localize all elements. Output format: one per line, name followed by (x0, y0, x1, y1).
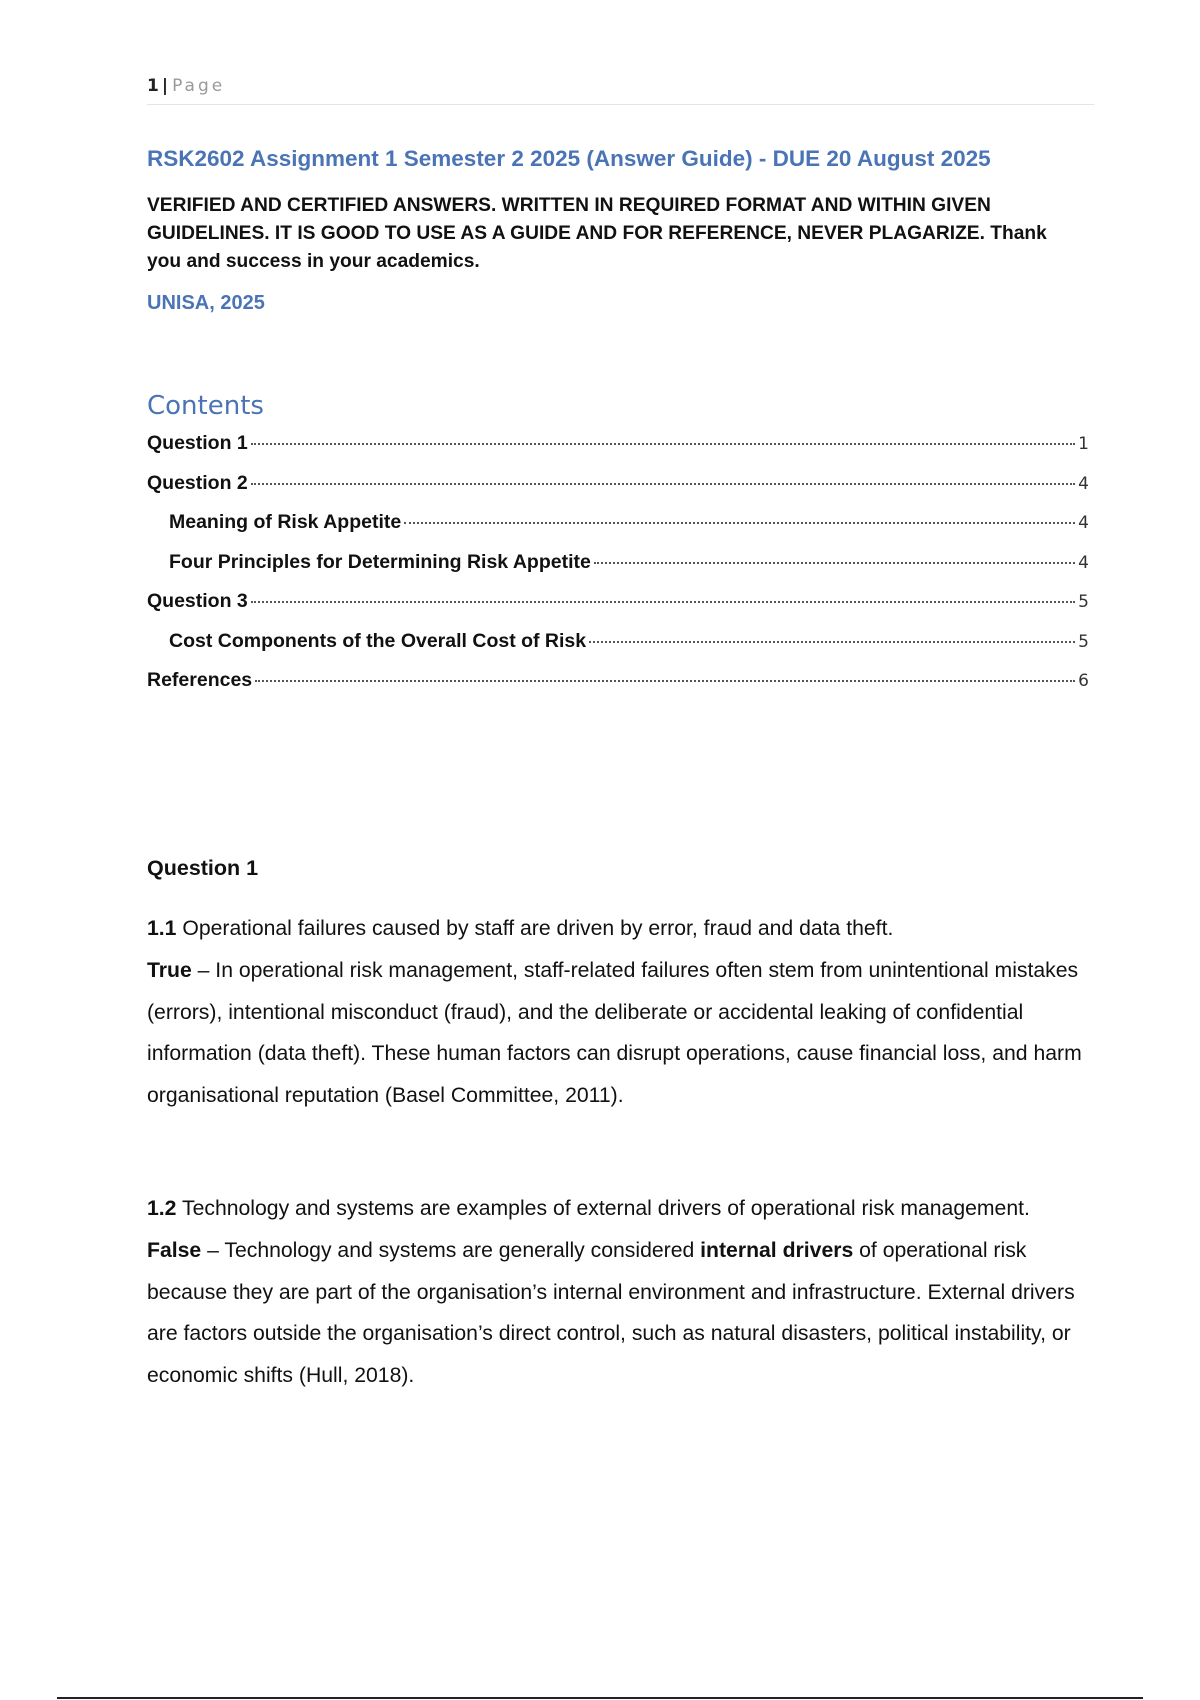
toc-dot-leader (251, 483, 1075, 485)
question-number: 1.1 (147, 917, 177, 940)
toc-item-meaning-of-risk-appetite[interactable] (147, 511, 1089, 551)
answer-verdict: False (147, 1238, 202, 1262)
answer-emphasis: internal drivers (700, 1238, 854, 1262)
toc-dot-leader (251, 601, 1075, 603)
table-of-contents (147, 432, 1089, 709)
page-bottom-rule (57, 1697, 1143, 1699)
toc-dot-leader (255, 680, 1075, 682)
toc-dot-leader (594, 562, 1075, 564)
question-number: 1.2 (147, 1197, 177, 1220)
toc-item-page: 6 (1078, 671, 1089, 691)
answer-1-1 (147, 908, 1092, 1117)
page-number: 1 (147, 76, 159, 96)
toc-item-question-3[interactable] (147, 590, 1089, 630)
toc-item-question-2[interactable] (147, 472, 1089, 512)
toc-item-label: Meaning of Risk Appetite (169, 511, 402, 533)
toc-item-page: 5 (1078, 631, 1089, 652)
toc-item-cost-components[interactable] (147, 630, 1089, 670)
toc-item-page: 1 (1078, 434, 1089, 454)
answer-verdict: True (147, 958, 192, 982)
toc-item-label: Four Principles for Determining Risk Appetite (169, 550, 591, 573)
toc-item-four-principles[interactable] (147, 551, 1089, 591)
answer-1-2 (147, 1188, 1092, 1397)
toc-dot-leader (589, 641, 1075, 643)
toc-item-question-1[interactable] (147, 432, 1089, 472)
contents-heading: Contents (147, 391, 264, 421)
toc-item-label: Question 1 (147, 432, 248, 454)
toc-item-page: 4 (1078, 552, 1089, 573)
toc-item-page: 4 (1078, 513, 1089, 533)
toc-item-label: Cost Components of the Overall Cost of Risk (169, 629, 587, 652)
question-1-heading: Question 1 (147, 856, 259, 880)
toc-item-label: References (147, 669, 253, 691)
toc-dot-leader (251, 443, 1075, 445)
toc-item-references[interactable] (147, 669, 1089, 709)
toc-item-page: 4 (1078, 473, 1089, 494)
page-header (147, 76, 1094, 105)
toc-item-label: Question 2 (147, 471, 248, 494)
question-statement: Operational failures caused by staff are driven by error, fraud and data theft. (176, 917, 894, 940)
answer-explanation-part-a: – Technology and systems are generally considered (201, 1238, 701, 1262)
answer-explanation-part-b: of operational risk because they are part of the organisation’s internal environment and infrastructure. External drivers are factors outside the organisation’s direct control, such as natural disasters, political instability, or economic shifts (Hull, 2018). (147, 1238, 1075, 1388)
document-title: RSK2602 Assignment 1 Semester 2 2025 (Answer Guide) - DUE 20 August 2025 (147, 146, 991, 171)
organisation-year: UNISA, 2025 (147, 292, 265, 314)
answer-explanation: – In operational risk management, staff-related failures often stem from unintentional mistakes (errors), intentional misconduct (fraud), and the deliberate or accidental leaking of confidential information (data theft). These human factors can disrupt operations, cause financial loss, and harm organisational reputation (Basel Committee, 2011). (147, 958, 1082, 1108)
toc-item-label: Question 3 (147, 590, 248, 612)
header-separator: | (161, 76, 169, 96)
toc-dot-leader (404, 522, 1075, 524)
page-label: Page (172, 76, 226, 96)
notice-text: VERIFIED AND CERTIFIED ANSWERS. WRITTEN IN REQUIRED FORMAT AND WITHIN GIVEN GUIDELINES. IT IS GOOD TO USE AS A GUIDE AND FOR REFERENCE, NEVER PLAGARIZE. Thank you and success in your academics. (147, 195, 1047, 272)
question-statement: Technology and systems are examples of external drivers of operational risk management. (176, 1197, 1030, 1220)
toc-item-page: 5 (1078, 592, 1089, 612)
